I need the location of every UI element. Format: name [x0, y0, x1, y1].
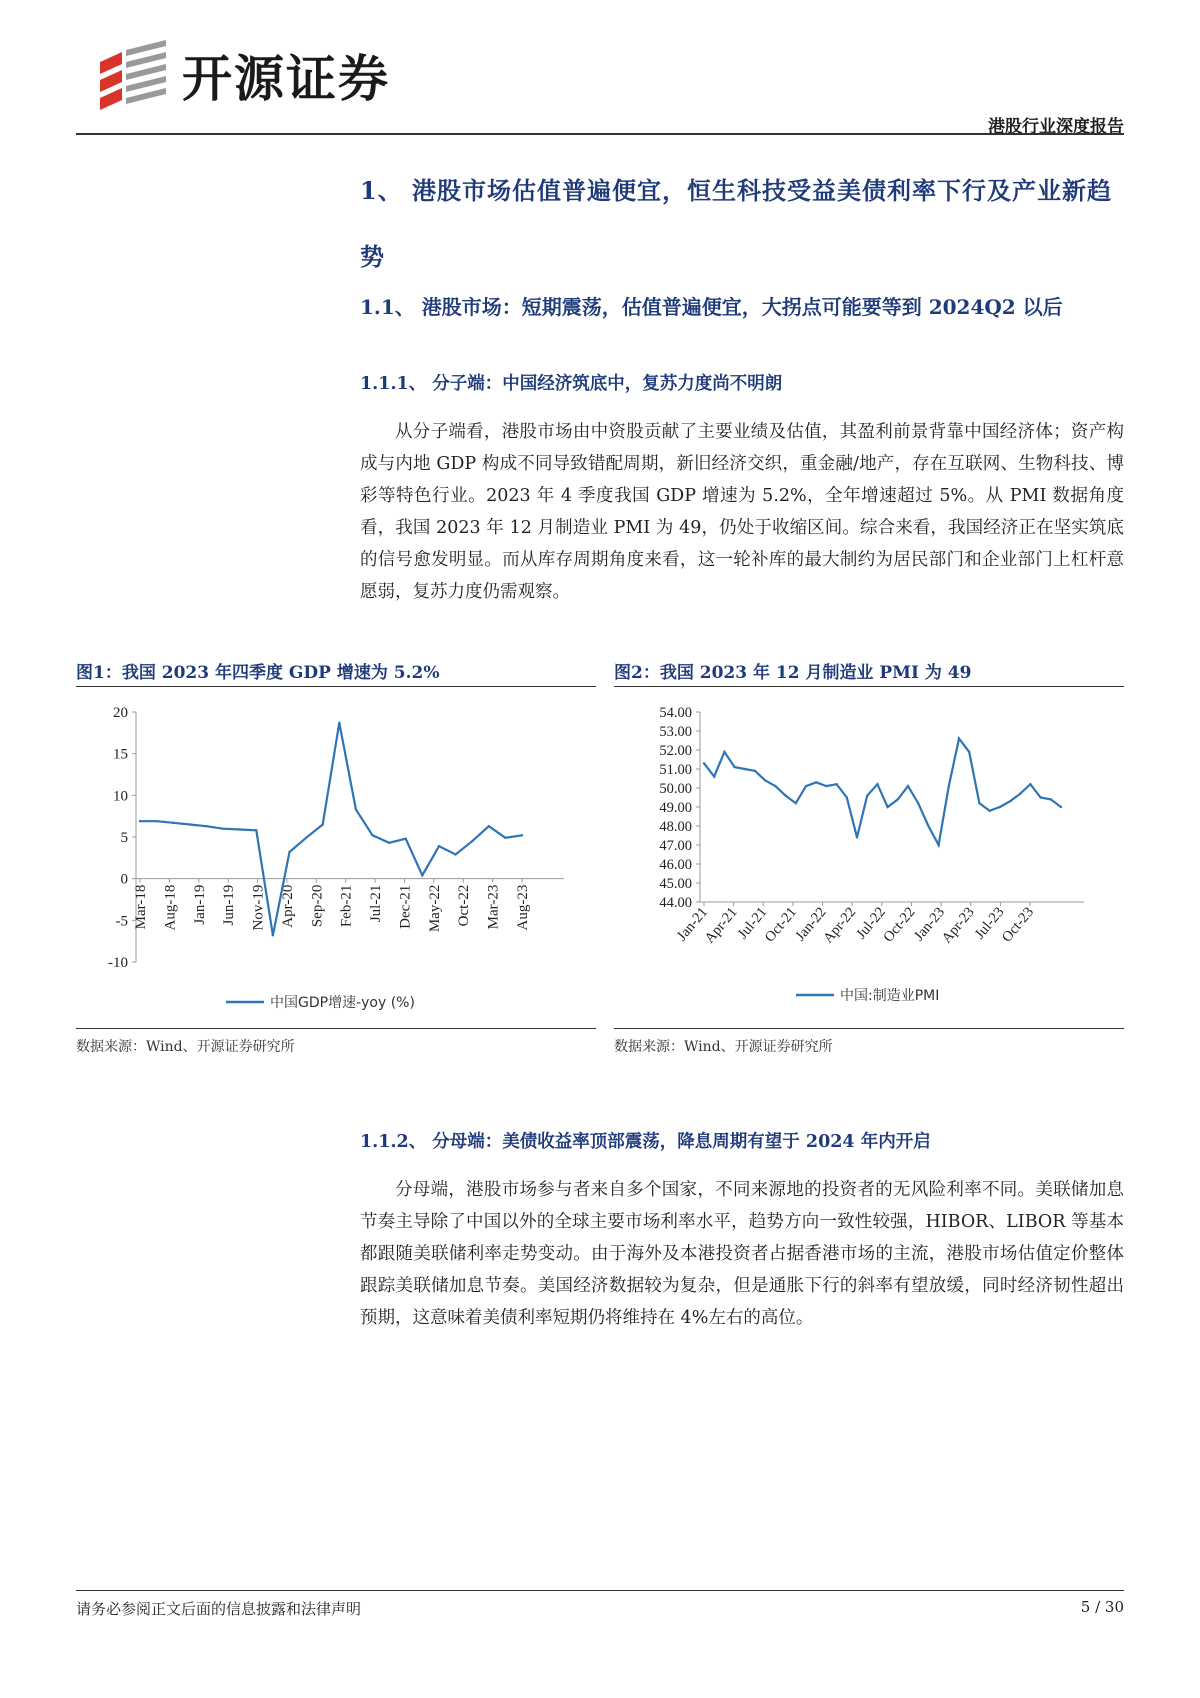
data-point	[1019, 793, 1021, 795]
x-tick-label: Feb-21	[338, 884, 355, 928]
data-point	[815, 781, 817, 783]
pmi-line-chart	[614, 690, 1124, 1030]
data-point	[305, 837, 307, 839]
pmi-series-line	[704, 739, 1061, 845]
x-tick-label: Aug-18	[162, 884, 179, 931]
data-point	[937, 844, 939, 846]
data-point	[805, 785, 807, 787]
data-point	[999, 806, 1001, 808]
legend-label: 中国GDP增速-yoy (%)	[270, 995, 415, 1011]
data-point	[917, 802, 919, 804]
data-point	[1029, 783, 1031, 785]
x-tick-label: Oct-23	[998, 904, 1038, 946]
section-1-1-2-heading: 1.1.2、 分母端：美债收益率顶部震荡，降息周期有望于 2024 年内开启	[360, 1132, 931, 1152]
data-point	[958, 737, 960, 739]
data-point	[927, 825, 929, 827]
y-tick-label: 48.00	[659, 819, 692, 835]
section-1-1-1-heading: 1.1.1、 分子端：中国经济筑底中，复苏力度尚不明朗	[360, 374, 783, 394]
company-logo	[96, 38, 390, 112]
figure-1-chart	[76, 690, 596, 1030]
figure-1-bottom-rule	[76, 1028, 596, 1029]
data-point	[907, 785, 909, 787]
data-point	[454, 853, 456, 855]
data-point	[338, 722, 340, 724]
data-point	[764, 779, 766, 781]
gdp-line-chart	[76, 690, 596, 1030]
x-tick-label: May-22	[426, 884, 443, 933]
data-point	[371, 834, 373, 836]
section-1-heading: 1、 港股市场估值普遍便宜，恒生科技受益美债利率下行及产业新趋势	[360, 176, 1113, 271]
data-point	[978, 802, 980, 804]
data-point	[1009, 800, 1011, 802]
x-tick-label: Jul-21	[368, 884, 385, 923]
x-tick-label: Jul-23	[971, 904, 1008, 943]
page-number: 5 / 30	[1080, 1598, 1124, 1616]
data-point	[886, 806, 888, 808]
y-tick-label: 44.00	[659, 895, 692, 911]
header-divider	[76, 133, 1124, 135]
data-point	[521, 834, 523, 836]
figure-2-title: 图2：我国 2023 年 12 月制造业 PMI 为 49	[614, 663, 972, 683]
y-tick-label: 53.00	[659, 724, 692, 740]
x-tick-label: Aug-23	[515, 884, 531, 931]
data-point	[205, 825, 207, 827]
x-tick-label: Mar-23	[485, 884, 502, 930]
data-point	[723, 751, 725, 753]
data-point	[825, 785, 827, 787]
x-tick-label: Jan-22	[792, 904, 830, 945]
x-tick-label: Apr-23	[938, 904, 978, 947]
footer-disclaimer: 请务必参阅正文后面的信息披露和法律声明	[76, 1600, 362, 1618]
data-point	[504, 837, 506, 839]
data-point	[968, 751, 970, 753]
data-point	[784, 794, 786, 796]
data-point	[835, 783, 837, 785]
x-tick-label: Sep-20	[309, 884, 326, 928]
x-tick-label: Oct-22	[880, 904, 919, 946]
x-tick-label: Dec-21	[397, 884, 414, 929]
data-point	[272, 934, 274, 936]
data-point	[155, 820, 157, 822]
figure-2-top-rule	[614, 686, 1124, 687]
data-point	[948, 785, 950, 787]
data-point	[846, 796, 848, 798]
data-point	[703, 762, 705, 764]
data-point	[876, 783, 878, 785]
x-tick-label: Jan-21	[673, 904, 712, 945]
data-point	[355, 808, 357, 810]
data-point	[713, 775, 715, 777]
data-point	[1050, 798, 1052, 800]
y-tick-label: 10	[113, 788, 128, 805]
data-point	[255, 829, 257, 831]
y-tick-label: 5	[120, 830, 128, 846]
section-1-1-2-paragraph: 分母端，港股市场参与者来自多个国家，不同来源地的投资者的无风险利率不同。美联储加息节奏主导除了中国以外的全球主要市场利率水平，趋势方向一致性较强，HIBOR、LIBOR 等基本都跟随美联储利率走势变动。由于海外及本港投资者占据香港市场的主流，港股市场估值定价整体跟踪美联储加息节奏。美国经济数据较为复杂，但是通胀下行的斜率有望放缓，同时经济韧性超出预期，这意味着美债利率短期仍将维持在 4%左右的高位。	[360, 1180, 1124, 1328]
x-tick-label: Jul-21	[734, 904, 771, 943]
data-point	[856, 836, 858, 838]
x-tick-label: Nov-19	[250, 884, 267, 931]
logo-mark-icon	[96, 40, 170, 110]
figure-1-source: 数据来源：Wind、开源证券研究所	[76, 1039, 295, 1055]
y-tick-label: 47.00	[659, 838, 692, 854]
data-point	[288, 851, 290, 853]
data-point	[988, 810, 990, 812]
x-tick-label: Apr-22	[820, 904, 860, 947]
section-1-1-heading: 1.1、 港股市场：短期震荡，估值普遍便宜，大拐点可能要等到 2024Q2 以后	[360, 295, 1063, 319]
y-tick-label: 20	[113, 705, 128, 721]
y-tick-label: 49.00	[659, 800, 692, 816]
data-point	[774, 785, 776, 787]
data-point	[189, 823, 191, 825]
data-point	[321, 823, 323, 825]
data-point	[754, 770, 756, 772]
x-tick-label: Oct-21	[761, 904, 800, 946]
data-point	[1060, 806, 1062, 808]
section-1-1-1-paragraph: 从分子端看，港股市场由中资股贡献了主要业绩及估值，其盈利前景背靠中国经济体；资产构成与内地 GDP 构成不同导致错配周期，新旧经济交织，重金融/地产，存在互联网、生物科技、博彩等特色行业。2023 年 4 季度我国 GDP 增速为 5.2%，全年增速超过 5%。从 PMI 数据角度看，我国 2023 年 12 月制造业 PMI 为 49，仍处于收缩区间。综合来看，我国经济正在坚实筑底的信号愈发明显。而从库存周期角度来看，这一轮补库的最大制约为居民部门和企业部门上杠杆意愿弱，复苏力度仍需观察。	[360, 422, 1124, 602]
figure-1-title: 图1：我国 2023 年四季度 GDP 增速为 5.2%	[76, 663, 440, 683]
y-tick-label: 51.00	[659, 762, 692, 778]
figure-2-chart	[614, 690, 1124, 1030]
data-point	[744, 768, 746, 770]
data-point	[488, 825, 490, 827]
y-tick-label: 46.00	[659, 857, 692, 873]
data-point	[405, 837, 407, 839]
legend-label: 中国:制造业PMI	[840, 988, 940, 1004]
y-tick-label: -5	[115, 913, 128, 930]
data-point	[897, 798, 899, 800]
x-tick-label: Jan-19	[191, 884, 208, 925]
report-type: 港股行业深度报告	[988, 117, 1124, 137]
data-point	[139, 820, 141, 822]
data-point	[388, 842, 390, 844]
data-point	[866, 794, 868, 796]
y-tick-label: 15	[113, 746, 128, 763]
y-tick-label: 54.00	[659, 705, 692, 721]
data-point	[421, 874, 423, 876]
x-tick-label: Jun-19	[221, 884, 238, 926]
figure-1-top-rule	[76, 686, 596, 687]
x-tick-label: Oct-22	[456, 884, 473, 927]
y-tick-label: 45.00	[659, 876, 692, 892]
x-tick-label: Jan-23	[911, 904, 949, 945]
data-point	[222, 827, 224, 829]
brand-name: 开源证券	[182, 50, 390, 108]
x-tick-label: Jul-22	[853, 904, 889, 943]
data-point	[795, 802, 797, 804]
data-point	[172, 822, 174, 824]
data-point	[471, 840, 473, 842]
data-point	[238, 828, 240, 830]
y-tick-label: 50.00	[659, 781, 692, 797]
footer-divider	[76, 1590, 1124, 1591]
y-tick-label: -10	[108, 955, 128, 971]
x-tick-label: Apr-21	[701, 904, 741, 947]
data-point	[438, 845, 440, 847]
figure-2-source: 数据来源：Wind、开源证券研究所	[614, 1039, 833, 1055]
figure-2-bottom-rule	[614, 1028, 1124, 1029]
x-tick-label: Mar-18	[133, 884, 149, 930]
data-point	[1039, 796, 1041, 798]
y-tick-label: 52.00	[659, 743, 692, 759]
x-tick-label: Apr-20	[279, 884, 296, 928]
data-point	[733, 766, 735, 768]
y-tick-label: 0	[120, 871, 128, 888]
